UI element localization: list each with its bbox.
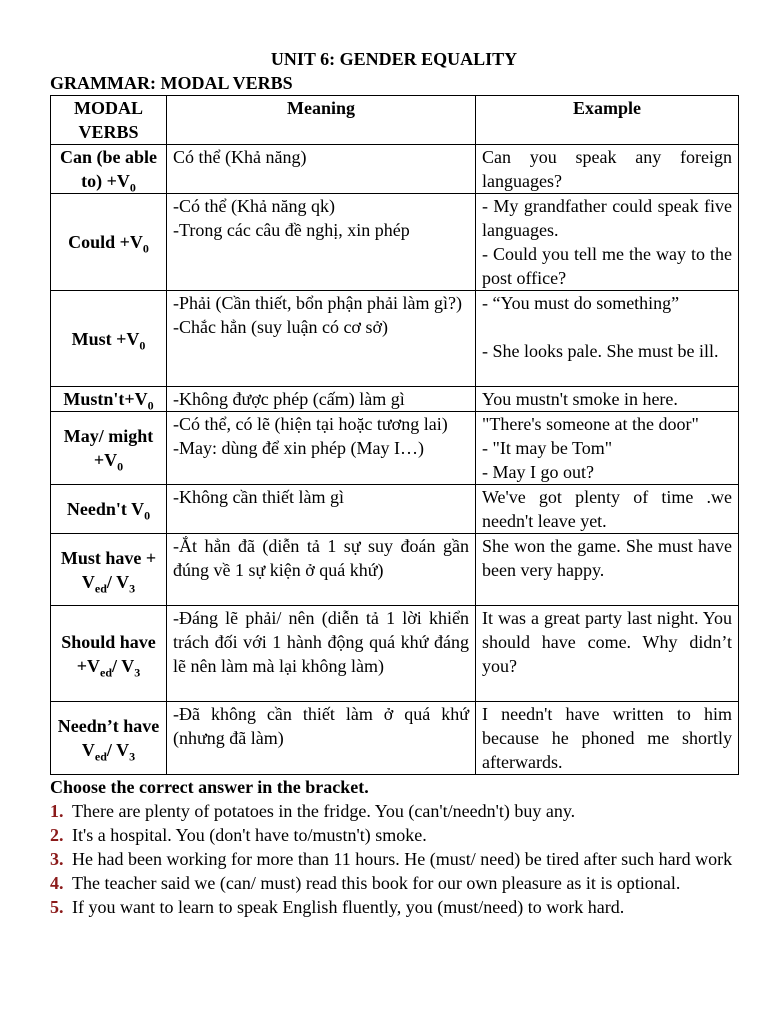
modal-verb-text: Mustn't+V: [63, 389, 148, 409]
modal-verb-cell: [51, 387, 167, 412]
meaning-line: -Ắt hẳn đã (diễn tả 1 sự suy đoán gần đúng về 1 sự kiện ở quá khứ): [173, 536, 469, 580]
modal-verb-text: May/ might +V: [63, 426, 154, 470]
exercise-number: 2.: [50, 825, 64, 845]
exercise-text: He had been working for more than 11 hours. He (must/ need) be tired after such hard work: [72, 849, 733, 869]
meaning-line: -Trong các câu đề nghị, xin phép: [173, 220, 410, 240]
modal-verb-text: / V: [112, 655, 135, 676]
example-line: - Could you tell me the way to the post office?: [482, 244, 732, 288]
modal-verb-cell: [51, 145, 167, 194]
modal-verb-text: / V: [106, 571, 130, 592]
example-cell: [476, 534, 739, 606]
header-modal-verbs: MODAL VERBS: [51, 96, 167, 145]
meaning-cell: [167, 702, 476, 775]
meaning-cell: [167, 534, 476, 606]
example-cell: [476, 194, 739, 291]
meaning-line: -Phải (Cần thiết, bổn phận phải làm gì?): [173, 293, 462, 313]
meaning-cell: [167, 145, 476, 194]
meaning-line: -Có thể, có lẽ (hiện tại hoặc tương lai): [173, 414, 448, 434]
exercise-item: [50, 823, 738, 847]
modal-verb-text: Needn’t have V: [57, 716, 160, 760]
meaning-line: -Không cần thiết làm gì: [173, 487, 344, 507]
example-line: - “You must do something”: [482, 293, 680, 313]
modal-verb-subscript: 0: [147, 398, 154, 413]
meaning-line: Có thể (Khả năng): [173, 147, 307, 167]
section-heading: GRAMMAR: MODAL VERBS: [50, 73, 293, 93]
exercise-list: [50, 799, 738, 919]
document-page: [50, 47, 738, 919]
table-row: [51, 291, 739, 387]
meaning-cell: [167, 412, 476, 485]
table-body: [51, 145, 739, 775]
table-row: [51, 145, 739, 194]
example-cell: [476, 387, 739, 412]
example-line: It was a great party last night. You should have come. Why didn’t you?: [482, 608, 732, 676]
modal-verbs-table: [50, 95, 739, 775]
meaning-line: -Có thể (Khả năng qk): [173, 196, 335, 216]
table-row: [51, 387, 739, 412]
exercise-number: 3.: [50, 849, 64, 869]
example-cell: [476, 606, 739, 702]
meaning-line: -Đã không cần thiết làm ở quá khứ (nhưng đã làm): [173, 704, 469, 748]
exercise-item: [50, 799, 738, 823]
meaning-line: -May: dùng để xin phép (May I…): [173, 438, 424, 458]
exercise-item: [50, 871, 738, 895]
modal-verb-text: / V: [106, 740, 130, 760]
example-line: "There's someone at the door": [482, 414, 699, 434]
meaning-cell: [167, 485, 476, 534]
modal-verb-subscript: 0: [142, 241, 149, 256]
exercise-text: If you want to learn to speak English fluently, you (must/need) to work hard.: [72, 897, 625, 917]
modal-verb-subscript: 0: [139, 338, 146, 353]
modal-verb-subscript: 3: [134, 665, 141, 680]
meaning-line: -Đáng lẽ phải/ nên (diễn tả 1 lời khiển trách đối với 1 hành động quá khứ đáng lẽ nên làm mà lại không làm): [173, 608, 469, 676]
table-row: [51, 412, 739, 485]
exercise-text: The teacher said we (can/ must) read this book for our own pleasure as it is optional.: [72, 873, 681, 893]
meaning-cell: [167, 606, 476, 702]
modal-verb-cell: [51, 702, 167, 775]
modal-verb-subscript: 0: [144, 508, 151, 523]
example-line: [482, 315, 732, 339]
exercise-text: There are plenty of potatoes in the fridge. You (can't/needn't) buy any.: [72, 801, 576, 821]
example-cell: [476, 702, 739, 775]
modal-verb-text: Can (be able to) +V: [59, 147, 157, 191]
modal-verb-cell: [51, 194, 167, 291]
modal-verb-subscript: 3: [129, 749, 136, 764]
exercise-item: [50, 847, 738, 871]
exercise-number: 4.: [50, 873, 64, 893]
modal-verb-text: Must have + V: [60, 547, 157, 592]
example-line: She won the game. She must have been very happy.: [482, 536, 732, 580]
modal-verb-text: Must +V: [71, 328, 140, 349]
table-row: [51, 485, 739, 534]
table-row: [51, 606, 739, 702]
example-line: You mustn't smoke in here.: [482, 389, 678, 409]
exercise-instruction: Choose the correct answer in the bracket.: [50, 777, 369, 797]
example-line: - My grandfather could speak five languages.: [482, 196, 732, 240]
modal-verb-subscript: 0: [129, 180, 136, 195]
example-line: - She looks pale. She must be ill.: [482, 341, 719, 361]
modal-verb-subscript: ed: [100, 665, 113, 680]
header-example: Example: [476, 96, 739, 145]
example-line: I needn't have written to him because he phoned me shortly afterwards.: [482, 704, 732, 772]
exercise-item: [50, 895, 738, 919]
modal-verb-cell: [51, 606, 167, 702]
meaning-cell: [167, 291, 476, 387]
example-cell: [476, 485, 739, 534]
example-cell: [476, 291, 739, 387]
example-cell: [476, 412, 739, 485]
example-cell: [476, 145, 739, 194]
header-meaning: Meaning: [167, 96, 476, 145]
modal-verb-subscript: ed: [94, 749, 107, 764]
modal-verb-cell: [51, 412, 167, 485]
table-row: [51, 534, 739, 606]
example-line: We've got plenty of time .we needn't leave yet.: [482, 487, 732, 531]
exercise-number: 5.: [50, 897, 64, 917]
meaning-line: -Không được phép (cấm) làm gì: [173, 389, 405, 409]
meaning-cell: [167, 194, 476, 291]
modal-verb-cell: [51, 534, 167, 606]
meaning-line: -Chắc hẳn (suy luận có cơ sở): [173, 317, 388, 337]
example-line: - May I go out?: [482, 462, 594, 482]
modal-verb-cell: [51, 485, 167, 534]
modal-verb-subscript: 3: [129, 581, 136, 596]
modal-verb-subscript: ed: [94, 581, 107, 596]
meaning-cell: [167, 387, 476, 412]
modal-verb-text: Needn't V: [66, 499, 145, 519]
table-row: [51, 702, 739, 775]
modal-verb-text: Could +V: [68, 232, 143, 252]
example-line: Can you speak any foreign languages?: [482, 147, 732, 191]
table-header-row: [51, 96, 739, 145]
modal-verb-subscript: 0: [117, 459, 124, 474]
modal-verb-cell: [51, 291, 167, 387]
table-row: [51, 194, 739, 291]
example-line: - "It may be Tom": [482, 438, 613, 458]
exercise-number: 1.: [50, 801, 64, 821]
page-title: UNIT 6: GENDER EQUALITY: [270, 49, 518, 69]
modal-verb-text: Should have +V: [61, 631, 156, 676]
exercise-text: It's a hospital. You (don't have to/mustn't) smoke.: [72, 825, 427, 845]
